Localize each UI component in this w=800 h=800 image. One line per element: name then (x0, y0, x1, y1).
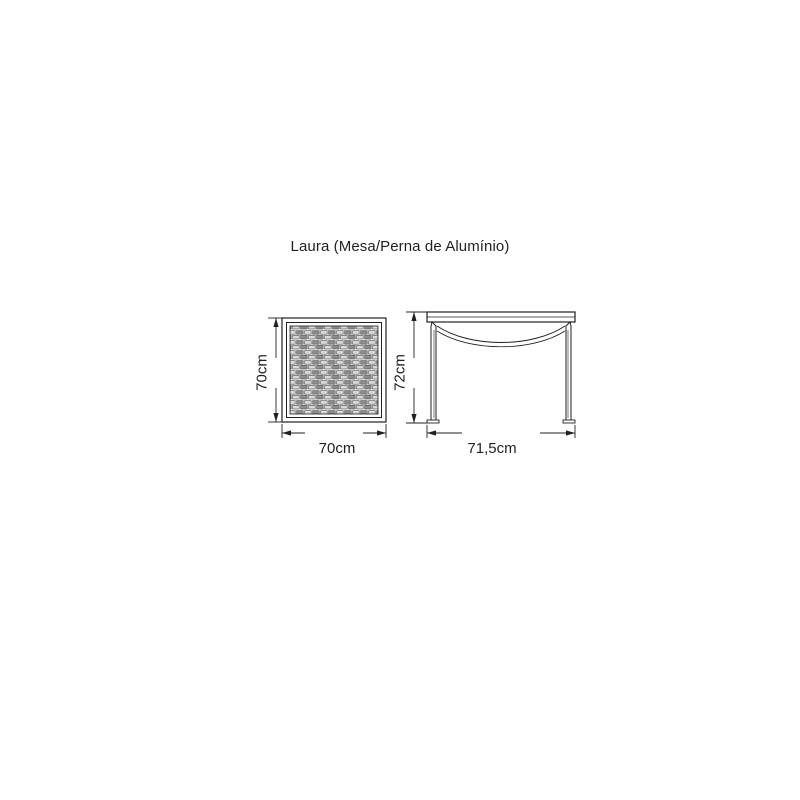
tabletop-weave-texture (290, 326, 378, 414)
top-view-width-dimension (282, 424, 386, 438)
side-view-group (406, 312, 575, 438)
page-title: Laura (Mesa/Perna de Alumínio) (290, 238, 510, 255)
leg-right (566, 322, 571, 420)
side-view-width-label: 71,5cm (467, 440, 517, 457)
side-view-height-label: 72cm (391, 354, 409, 391)
top-view-group (268, 318, 386, 438)
leg-left-foot (427, 420, 439, 423)
top-view-height-label: 70cm (253, 354, 271, 391)
top-view-width-label: 70cm (318, 440, 356, 457)
leg-left (431, 322, 436, 420)
side-view-height-dimension (406, 312, 427, 423)
side-view-width-dimension (427, 425, 575, 438)
leg-right-foot (563, 420, 575, 423)
curved-apron-inner (437, 331, 565, 347)
